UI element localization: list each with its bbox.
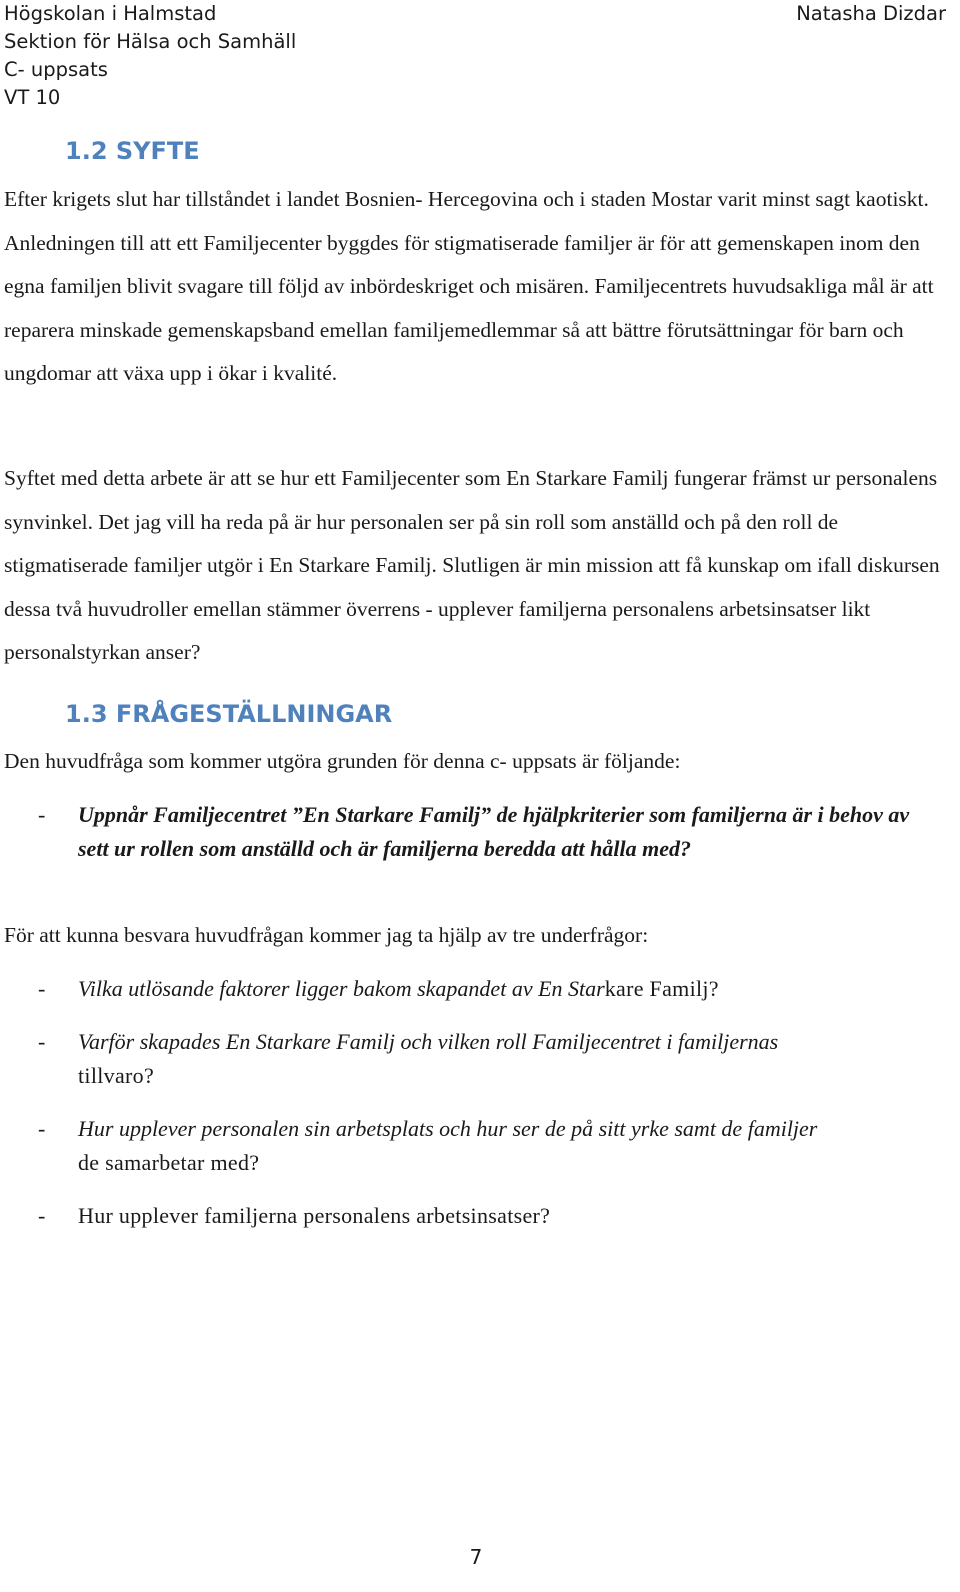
header-line-section: Sektion för Hälsa och Samhäll	[4, 30, 297, 53]
main-question-intro: Den huvudfråga som kommer utgöra grunden för denna c- uppsats är följande:	[4, 749, 681, 773]
sub-question-2-text: Varför skapades En Starkare Familj och vilken roll Familjecentret i familjernas tillvaro?	[78, 1029, 779, 1088]
sub-question-3-text: Hur upplever personalen sin arbetsplats och hur ser de på sitt yrke samt de familjer de samarbetar med?	[78, 1116, 818, 1175]
main-question-text: Uppnår Familjecentret ”En Starkare Familj” de hjälpkriterier som familjerna är i behov av sett ur rollen som anställd och är familjerna beredda att hålla med?	[78, 802, 910, 861]
bullet-dash: -	[38, 1203, 46, 1228]
header-institution-block	[4, 0, 296, 112]
sub-question-1-text: Vilka utlösande faktorer ligger bakom skapandet av En Starkare Familj?	[78, 976, 719, 1001]
sub-questions-intro: För att kunna besvara huvudfrågan kommer jag ta hjälp av tre underfrågor:	[4, 923, 649, 947]
header-line-term: VT 10	[4, 86, 61, 109]
paragraph-syfte-1: Efter krigets slut har tillståndet i landet Bosnien- Hercegovina och i staden Mostar varit minst sagt kaotiskt. Anledningen till att ett Familjecenter byggdes för stigmatiserade familjer är för att gemenskapen inom den egna familjen blivit svagare till följd av inbördeskriget och misären. Familjecentrets huvudsakliga mål är att reparera minskade gemenskapsband emellan familjemedlemmar så att bättre förutsättningar för barn och ungdomar att växa upp i ökar i kvalité.	[4, 187, 934, 385]
page-number: 7	[469, 1545, 483, 1569]
heading-fragestallningar: 1.3 FRÅGESTÄLLNINGAR	[65, 700, 393, 728]
bullet-dash: -	[38, 1116, 46, 1141]
bullet-dash: -	[38, 802, 46, 827]
bullet-dash: -	[38, 1029, 46, 1054]
paragraph-syfte-2: Syftet med detta arbete är att se hur ett Familjecenter som En Starkare Familj fungerar främst ur personalens synvinkel. Det jag vill ha reda på är hur personalen ser på sin roll som anställd och på den roll de stigmatiserade familjer utgör i En Starkare Familj. Slutligen är min mission att få kunskap om ifall diskursen dessa två huvudroller emellan stämmer överrens - upplever familjerna personalens arbetsinsatser likt personalstyrkan anser?	[4, 466, 940, 664]
header-line-course: C- uppsats	[4, 58, 108, 81]
bullet-dash: -	[38, 976, 46, 1001]
header-line-university: Högskolan i Halmstad	[4, 2, 217, 25]
sub-question-4-text: Hur upplever familjerna personalens arbetsinsatser?	[78, 1203, 551, 1228]
header-author: Natasha Dizdar	[796, 2, 946, 25]
page-footer	[0, 1545, 960, 1569]
heading-syfte: 1.2 SYFTE	[65, 137, 200, 165]
